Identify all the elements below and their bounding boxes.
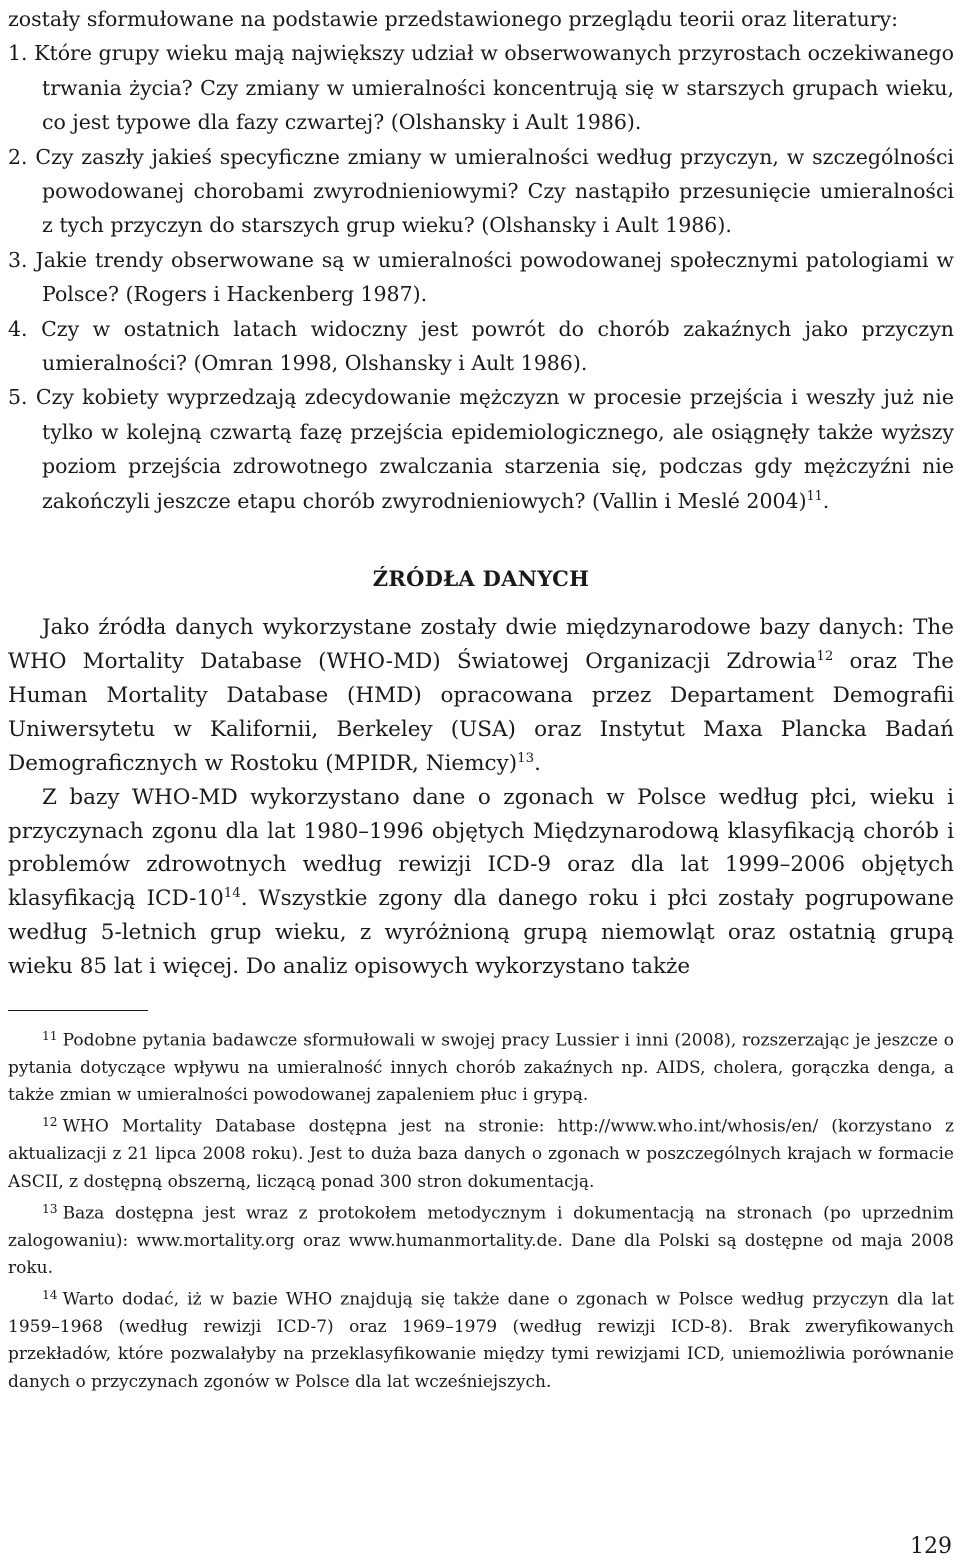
- footnote-text: Warto dodać, iż w bazie WHO znajdują się także dane o zgonach w Polsce według przyczyn dla lat 1959–1968 (według rewizji ICD-7) oraz 1969–1979 (według rewizji ICD-8). Brak zweryfikowanych przekładów, które pozwalałyby na przeklasyfikowanie między tymi rewizjami ICD, uniemożliwia porównanie danych o przyczynach zgonów w Polsce dla lat wcześniejszych.: [8, 1289, 954, 1392]
- question-number: 1.: [8, 41, 28, 66]
- footnote-text: Podobne pytania badawcze sformułowali w swojej pracy Lussier i inni (2008), rozszerzając je jeszcze o pytania dotyczące wpływu na umieralność innych chorób zakaźnych np. AIDS, cholera, gorączka denga, a także zmian w umieralności powodowanej zapaleniem płuc i grypą.: [8, 1030, 954, 1106]
- paragraph-1: [8, 611, 954, 781]
- footnote-number: 13: [42, 1201, 58, 1216]
- footnote-ref-11[interactable]: 11: [806, 487, 823, 503]
- footnotes: [8, 1023, 954, 1396]
- question-number: 4.: [8, 316, 28, 341]
- page-number: 129: [910, 1534, 952, 1559]
- questions-intro: zostały sformułowane na podstawie przedstawionego przeglądu teorii oraz literatury:: [8, 7, 898, 31]
- footnote-12: [8, 1109, 954, 1195]
- footnote-text: WHO Mortality Database dostępna jest na stronie: http://www.who.int/whosis/en/ (korzystano z aktualizacji z 21 lipca 2008 roku). Jest to duża baza danych o zgonach w poszczególnych krajach w formacie ASCII, z dostępną obszerną, liczącą ponad 300 stron dokumentacją.: [8, 1116, 954, 1192]
- question-text: Czy zaszły jakieś specyficzne zmiany w umieralności według przyczyn, w szczególności powodowanej chorobami zwyrodnieniowymi? Czy nastąpiło przesunięcie umieralności z tych przyczyn do starszych grup wieku? (Olshansky i Ault 1986).: [35, 144, 954, 238]
- question-item-2: [8, 140, 954, 243]
- question-number: 2.: [8, 144, 28, 169]
- paragraph-2: [8, 781, 954, 984]
- section-body: [8, 611, 954, 984]
- research-questions: [8, 2, 954, 518]
- question-text: Które grupy wieku mają największy udział w obserwowanych przyrostach oczekiwanego trwania życia? Czy zmiany w umieralności koncentrują się w starszych grupach wieku, co jest typowe dla fazy czwartej? (Olshansky i Ault 1986).: [34, 41, 954, 135]
- question-text: Czy w ostatnich latach widoczny jest powrót do chorób zakaźnych jako przyczyn umieralności? (Omran 1998, Olshansky i Ault 1986).: [41, 316, 954, 376]
- question-item-1: [8, 36, 954, 139]
- sentence-end: .: [822, 488, 830, 513]
- footnote-11: [8, 1023, 954, 1109]
- footnote-text: Baza dostępna jest wraz z protokołem metodycznym i dokumentacją na stronach (po uprzednim zalogowaniu): www.mortality.org oraz www.humanmortality.de. Dane dla Polski są dostępne od maja 2008 roku.: [8, 1203, 954, 1278]
- paragraph-text: oraz The Human Mortality Database (HMD) opracowana przez Departament Demografii Uniwersytetu w Kalifornii, Berkeley (USA) oraz Instytut Maxa Plancka Badań Demograficznych w Rostoku (MPIDR, Niemcy): [8, 649, 955, 776]
- footnote-13: [8, 1196, 954, 1282]
- paragraph-text: Z bazy WHO-MD wykorzystano dane o zgonach w Polsce według płci, wieku i przyczynach zgonu dla lat 1980–1996 objętych Międzynarodową klasyfikacją chorób i problemów zdrowotnych według rewizji ICD-9 oraz dla lat 1999–2006 objętych klasyfikacją ICD-10: [8, 784, 954, 912]
- question-number: 5.: [8, 385, 28, 410]
- paragraph-text: . Wszystkie zgony dla danego roku i płci zostały pogrupowane według 5-letnich grup wieku, z wyróżnioną grupą niemowląt oraz ostatnią grupą wieku 85 lat i więcej. Do analiz opisowych wykorzystano także: [8, 886, 954, 980]
- question-text: Jakie trendy obserwowane są w umieralności powodowanej społecznymi patologiami w Polsce? (Rogers i Hackenberg 1987).: [35, 247, 954, 307]
- footnote-ref-12[interactable]: 12: [816, 648, 834, 664]
- footnote-ref-13[interactable]: 13: [517, 750, 535, 766]
- page-content: [8, 2, 954, 1396]
- paragraph-text: Jako źródła danych wykorzystane zostały dwie międzynarodowe bazy danych: The WHO Mortality Database (WHO-MD) Światowej Organizacji Zdrowia: [8, 615, 954, 674]
- footnote-number: 11: [42, 1029, 58, 1044]
- question-item-5: [8, 380, 954, 518]
- section-title: ŹRÓDŁA DANYCH: [372, 566, 590, 592]
- footnote-ref-14[interactable]: 14: [223, 886, 241, 902]
- question-item-3: [8, 243, 954, 312]
- question-item-4: [8, 312, 954, 381]
- question-number: 3.: [8, 247, 28, 272]
- question-text: Czy kobiety wyprzedzają zdecydowanie mężczyzn w procesie przejścia i weszły już nie tylko w kolejną czwartą fazę przejścia epidemiologicznego, ale osiągnęły także wyższy poziom przejścia zdrowotnego zwalczania starzenia się, podczas gdy mężczyźni nie zakończyli jeszcze etapu chorób zwyrodnieniowych? (Vallin i Meslé 2004): [35, 385, 954, 513]
- footnote-divider: [8, 1010, 148, 1011]
- footnote-number: 12: [42, 1115, 58, 1130]
- paragraph-text: .: [534, 750, 541, 776]
- footnote-14: [8, 1282, 954, 1396]
- footnote-number: 14: [42, 1288, 58, 1303]
